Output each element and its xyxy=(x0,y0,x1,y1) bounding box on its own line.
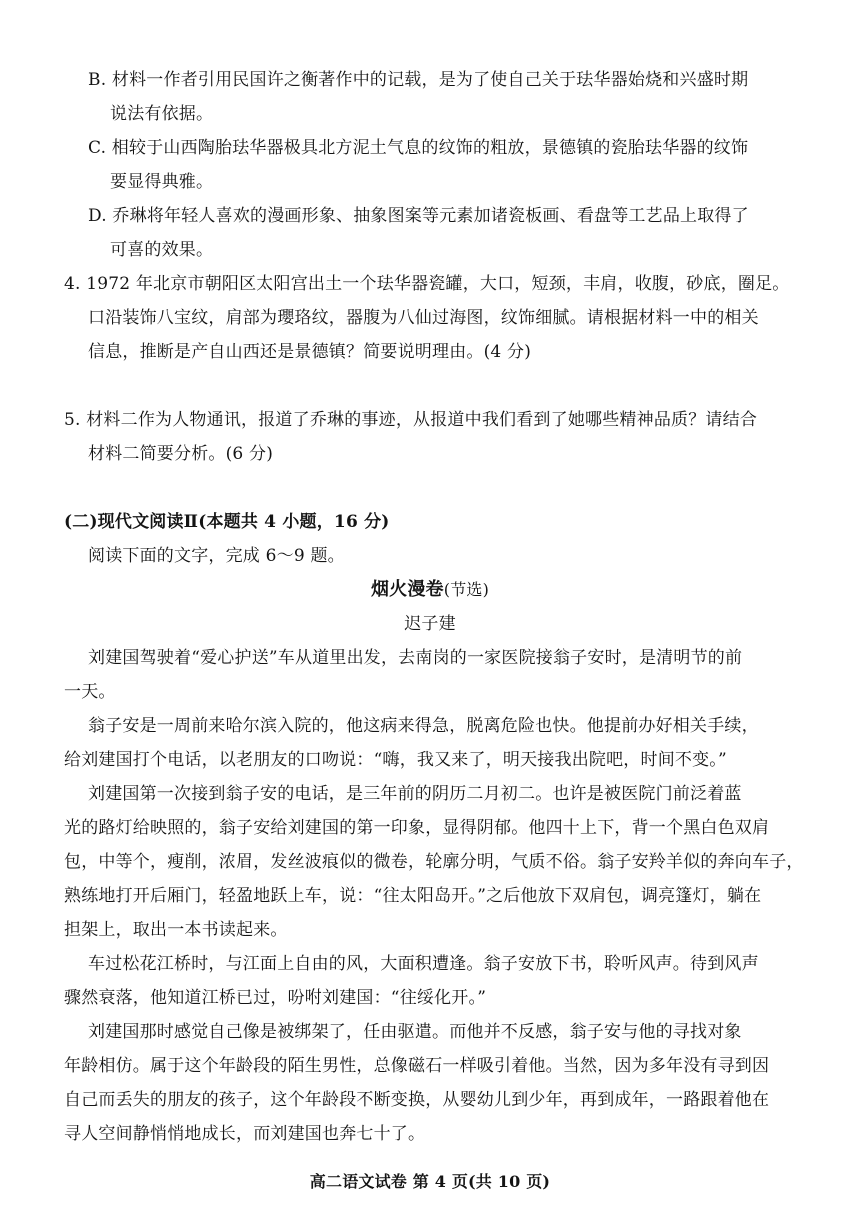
passage-line: 刘建国第一次接到翁子安的电话，是三年前的阴历二月初二。也许是被医院门前泛着蓝 xyxy=(88,784,742,804)
passage-line: 光的路灯给映照的，翁子安给刘建国的第一印象，显得阴郁。他四十上下，背一个黑白色双肩 xyxy=(64,818,770,838)
question-4-line1: 4. 1972 年北京市朝阳区太阳宫出土一个珐华器瓷罐，大口，短颈，丰肩，收腹，砂底，圈足。 xyxy=(64,274,790,294)
article-title-text: 烟火漫卷 xyxy=(370,579,444,600)
question-4-line2: 口沿装饰八宝纹，肩部为瓔珞纹，器腹为八仙过海图，纹饰细腻。请根据材料一中的相关 xyxy=(88,308,759,328)
passage-line: 自己而丢失的朋友的孩子，这个年龄段不断变换，从婴幼儿到少年，再到成年，一路跟着他在 xyxy=(64,1090,770,1110)
option-c-line1: C. 相较于山西陶胎珐华器极具北方泥土气息的纹饰的粗放，景德镇的瓷胎珐华器的纹饰 xyxy=(88,138,749,158)
question-5-line2: 材料二简要分析。(6 分) xyxy=(88,444,274,464)
passage-line: 年龄相仿。属于这个年龄段的陌生男性，总像磁石一样吸引着他。当然，因为多年没有寻到因 xyxy=(64,1056,770,1076)
passage-line: 骤然衰落，他知道江桥已过，吩咐刘建国：“往绥化开。” xyxy=(64,988,487,1008)
article-title xyxy=(0,580,860,600)
question-5-line1: 5. 材料二作为人物通讯，报道了乔琳的事迹，从报道中我们看到了她哪些精神品质？请结合 xyxy=(64,410,758,430)
passage-line: 熟练地打开后厢门，轻盈地跃上车，说：“往太阳岛开。”之后他放下双肩包，调亮篷灯，躺在 xyxy=(64,886,762,906)
option-d-line2: 可喜的效果。 xyxy=(110,240,214,260)
section-instruction: 阅读下面的文字，完成 6～9 题。 xyxy=(88,546,345,566)
article-title-note: (节选) xyxy=(443,580,490,599)
option-d-line1: D. 乔琳将年轻人喜欢的漫画形象、抽象图案等元素加诸瓷板画、看盘等工艺品上取得了 xyxy=(88,206,749,226)
passage-line: 车过松花江桥时，与江面上自由的风，大面积遭逢。翁子安放下书，聆听风声。待到风声 xyxy=(88,954,759,974)
passage-line: 包，中等个，瘦削，浓眉，发丝波痕似的微卷，轮廓分明，气质不俗。翁子安羚羊似的奔向车子， xyxy=(64,852,804,872)
option-c-line2: 要显得典雅。 xyxy=(110,172,214,192)
option-b-line2: 说法有依据。 xyxy=(110,104,214,124)
page-footer: 高二语文试卷 第 4 页(共 10 页) xyxy=(309,1172,551,1191)
option-b-line1: B. 材料一作者引用民国许之衡著作中的记载，是为了使自己关于珐华器始烧和兴盛时期 xyxy=(88,70,749,90)
passage-line: 刘建国那时感觉自己像是被绑架了，任由驱遣。而他并不反感，翁子安与他的寻找对象 xyxy=(88,1022,742,1042)
passage-line: 寻人空间静悄悄地成长，而刘建国也奔七十了。 xyxy=(64,1124,426,1144)
section-heading: (二)现代文阅读Ⅱ(本题共 4 小题，16 分) xyxy=(64,512,390,532)
article-author: 迟子建 xyxy=(404,614,456,634)
question-4-line3: 信息，推断是产自山西还是景德镇？简要说明理由。(4 分) xyxy=(88,342,532,362)
passage-line: 一天。 xyxy=(64,682,116,702)
passage-line: 翁子安是一周前来哈尔滨入院的，他这病来得急，脱离危险也快。他提前办好相关手续， xyxy=(88,716,759,736)
passage-line: 刘建国驾驶着“爱心护送”车从道里出发，去南岗的一家医院接翁子安时，是清明节的前 xyxy=(88,648,743,668)
passage-line: 担架上，取出一本书读起来。 xyxy=(64,920,288,940)
passage-line: 给刘建国打个电话，以老朋友的口吻说：“嗨，我又来了，明天接我出院吧，时间不变。” xyxy=(64,750,727,770)
